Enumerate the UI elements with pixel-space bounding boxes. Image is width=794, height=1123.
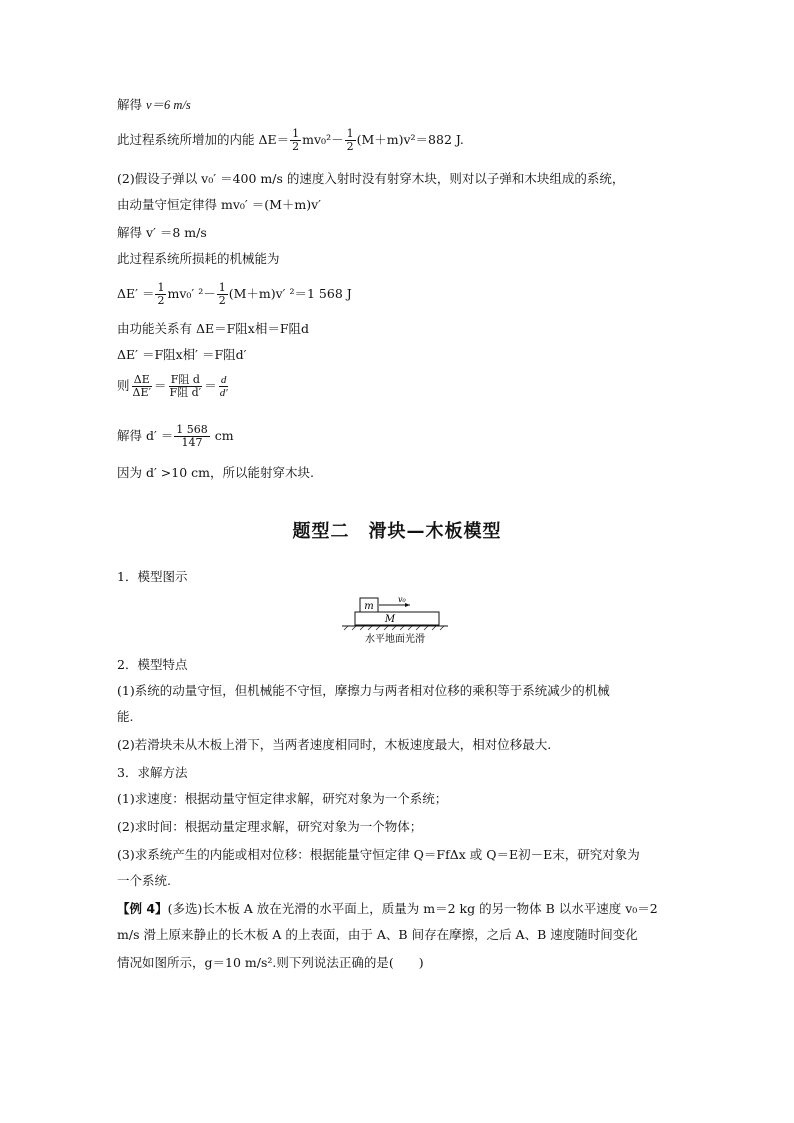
- energy-loss-prefix: ΔE′ ＝: [117, 286, 155, 301]
- feature-1-line-1: (1)系统的动量守恒，但机械能不守恒，摩擦力与两者相对位移的乘积等于系统减少的机械: [117, 683, 610, 698]
- solve-d-prime-line: [117, 424, 234, 449]
- force-ratio-fraction: $\frac{\text{F阻 d}}{\text{F阻 d′}}$: [169, 373, 202, 399]
- solve-label: 解得: [117, 97, 143, 112]
- half-fraction: $\frac{1}{2}$: [218, 281, 226, 307]
- method-time: (2)求时间：根据动量定理求解，研究对象为一个物体；: [117, 819, 423, 834]
- solve-velocity-line: [117, 96, 191, 114]
- momentum-conservation-line: 由动量守恒定律得 mv₀′ ＝(M＋m)v′: [117, 197, 322, 212]
- example-text-1: (多选)长木板 A 放在光滑的水平面上，质量为 m＝2 kg 的另一物体 B 以水平速度 v₀＝2: [167, 901, 658, 916]
- unit-cm: cm: [214, 428, 234, 443]
- slider-board-diagram: [340, 594, 450, 646]
- ground-hatching: [344, 626, 444, 630]
- internal-energy-term1: mv₀²－: [302, 132, 344, 147]
- method-energy-line-1: (3)求系统产生的内能或相对位移：根据能量守恒定律 Q＝FfΔx 或 Q＝E初－E末，研究对象为: [117, 847, 640, 862]
- internal-energy-term2: (M＋m)v²＝882 J.: [356, 132, 464, 147]
- half-fraction: $\frac{1}{2}$: [346, 127, 354, 153]
- example-4-line-3: 情况如图所示，g＝10 m/s².则下列说法正确的是( ): [117, 955, 424, 970]
- section-heading: 题型二 滑块—木板模型: [292, 521, 502, 542]
- feature-1-line-2: 能.: [117, 709, 134, 724]
- example-tag: 【例 4】: [117, 901, 168, 916]
- method-velocity: (1)求速度：根据动量守恒定律求解，研究对象为一个系统；: [117, 791, 448, 806]
- section-solution-methods: 3．求解方法: [117, 765, 188, 780]
- method-energy-line-2: 一个系统.: [117, 873, 171, 888]
- example-4-line-2: m/s 滑上原来静止的长木板 A 的上表面，由于 A、B 间存在摩擦，之后 A、B 速度随时间变化: [117, 927, 638, 942]
- internal-energy-line: [117, 128, 464, 153]
- board-mass-label: M: [384, 614, 396, 625]
- half-fraction: $\frac{1}{2}$: [157, 281, 165, 307]
- example-4-line-1: [117, 900, 658, 918]
- section-model-features: 2．模型特点: [117, 657, 188, 672]
- energy-loss-term1: mv₀′ ²－: [167, 286, 216, 301]
- distance-ratio-fraction: $\frac{d}{d'}$: [219, 374, 228, 399]
- velocity-label: v₀: [398, 595, 406, 604]
- section-model-figure: 1．模型图示: [117, 569, 188, 584]
- energy-loss-term2: (M＋m)v′ ²＝1 568 J: [228, 286, 352, 301]
- energy-ratio-fraction: $\frac{\Delta E}{\Delta E'}$: [132, 373, 151, 399]
- work-energy-line: 由功能关系有 ΔE＝F阻x相＝F阻d: [117, 321, 310, 336]
- assumption-line: (2)假设子弹以 v₀′ ＝400 m/s 的速度入射时没有射穿木块，则对以子弹和木块组成的系统，: [117, 171, 625, 186]
- board-block: [355, 612, 439, 625]
- internal-energy-prefix: 此过程系统所增加的内能 ΔE＝: [117, 132, 290, 147]
- solve-v-prime-line: 解得 v′ ＝8 m/s: [117, 225, 207, 240]
- work-energy-prime-line: ΔE′ ＝F阻x相′ ＝F阻d′: [117, 347, 247, 362]
- conclusion-line: 因为 d′ >10 cm，所以能射穿木块.: [117, 465, 314, 480]
- half-fraction: $\frac{1}{2}$: [292, 127, 300, 153]
- ratio-prefix: 则: [117, 378, 130, 393]
- velocity-arrowhead: [405, 603, 410, 607]
- energy-loss-line: [117, 282, 352, 307]
- slider-mass-label: m: [364, 601, 374, 612]
- solve-d-prefix: 解得 d′ ＝: [117, 428, 174, 443]
- diagram-caption: 水平地面光滑: [365, 634, 425, 645]
- ratio-line: 则 $\frac{\Delta E}{\Delta E'}$ ＝ $\frac{\text{F阻 d}}{\text{F阻 d′}}$ ＝ $\frac{d}{d'}$: [117, 373, 228, 399]
- d-prime-fraction: $\frac{1 568}{147}$: [176, 423, 208, 449]
- velocity-result: v＝6 m/s: [146, 98, 191, 112]
- mechanical-energy-intro: 此过程系统所损耗的机械能为: [117, 251, 280, 266]
- feature-2: (2)若滑块未从木板上滑下，当两者速度相同时，木板速度最大，相对位移最大.: [117, 737, 552, 752]
